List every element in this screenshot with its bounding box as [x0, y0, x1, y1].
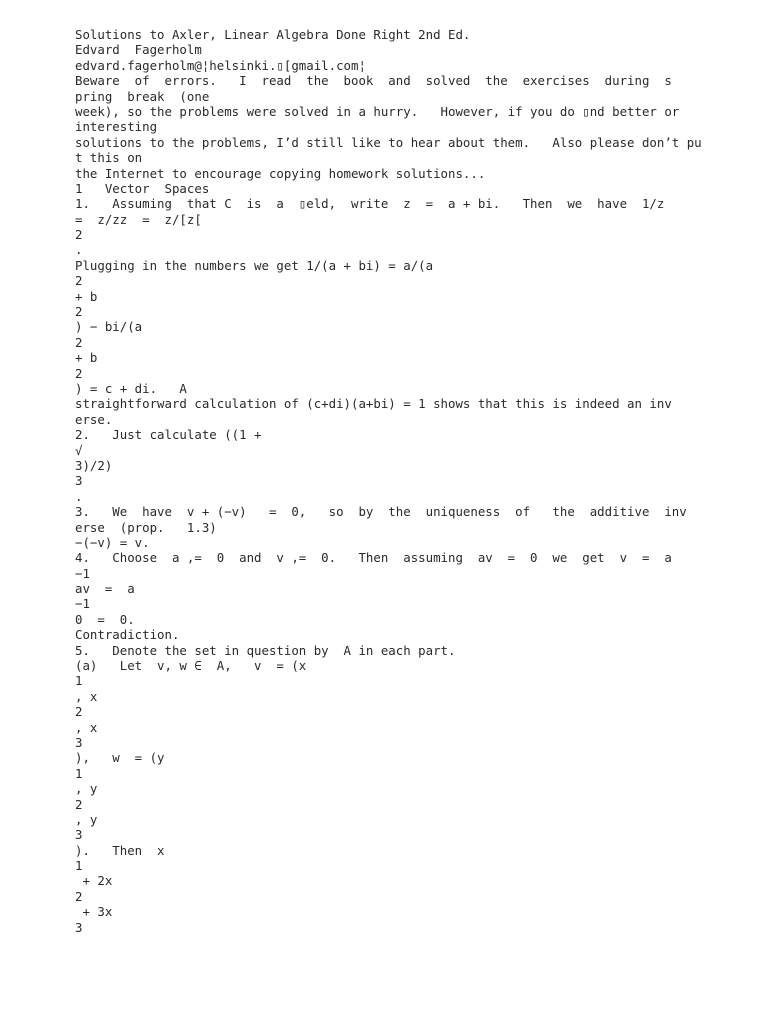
text-line: + b [75, 350, 98, 366]
text-line: ) − bi/(a [75, 319, 143, 335]
text-line: 1 [75, 858, 83, 874]
text-line: 2 [75, 365, 83, 381]
text-line: Plugging in the numbers we get 1/(a + bi) = a/(a [75, 257, 434, 273]
text-line: 3. We have v + (−v) = 0, so by the uniqueness of the additive inv [75, 504, 687, 520]
text-line: , y [75, 781, 98, 797]
text-line: ). Then x [75, 842, 165, 858]
text-line: 2. Just calculate ((1 + [75, 427, 262, 443]
text-line: 1 [75, 673, 83, 689]
text-line: av = a [75, 581, 135, 597]
text-line: , y [75, 811, 98, 827]
text-line: interesting [75, 119, 158, 135]
text-line: Beware of errors. I read the book and solved the exercises during s [75, 73, 672, 89]
text-line: −1 [75, 565, 90, 581]
text-line: + 2x [75, 873, 113, 889]
text-line: (a) Let v, w ∈ A, v = (x [75, 658, 307, 674]
text-line: . [75, 242, 83, 258]
text-line: , x [75, 688, 98, 704]
document-page [75, 27, 715, 935]
text-line: 2 [75, 334, 83, 350]
text-line: 3 [75, 919, 83, 935]
text-line: erse (prop. 1.3) [75, 519, 217, 535]
text-line: ), w = (y [75, 750, 165, 766]
text-line: 5. Denote the set in question by A in each part. [75, 642, 456, 658]
text-line: 3 [75, 827, 83, 843]
text-line: the Internet to encourage copying homework solutions... [75, 165, 486, 181]
text-line: Contradiction. [75, 627, 180, 643]
text-line: 3 [75, 473, 83, 489]
text-line: Edvard Fagerholm [75, 42, 202, 58]
text-line: 1 [75, 765, 83, 781]
text-line: pring break (one [75, 88, 210, 104]
text-line: edvard.fagerholm@¦helsinki.▯[gmail.com¦ [75, 57, 366, 73]
text-line: solutions to the problems, I’d still like to hear about them. Also please don’t pu [75, 134, 702, 150]
text-line: √ [75, 442, 83, 458]
text-line: 2 [75, 704, 83, 720]
text-line: 4. Choose a ,= 0 and v ,= 0. Then assuming av = 0 we get v = a [75, 550, 672, 566]
text-line: −(−v) = v. [75, 534, 150, 550]
text-line: . [75, 488, 83, 504]
text-line: + 3x [75, 904, 113, 920]
text-line: 3 [75, 734, 83, 750]
text-line: 0 = 0. [75, 611, 135, 627]
text-line: 2 [75, 888, 83, 904]
text-line: −1 [75, 596, 90, 612]
text-line: ) = c + di. A [75, 380, 187, 396]
text-line: erse. [75, 411, 113, 427]
text-line: 1 Vector Spaces [75, 180, 210, 196]
document-title-line: Solutions to Axler, Linear Algebra Done Right 2nd Ed. [75, 27, 471, 42]
text-line: 2 [75, 227, 83, 243]
text-line: = z/zz = z/[z[ [75, 211, 202, 227]
text-line: straightforward calculation of (c+di)(a+bi) = 1 shows that this is indeed an inv [75, 396, 672, 412]
text-line: 2 [75, 796, 83, 812]
text-line: t this on [75, 150, 143, 166]
text-line: , x [75, 719, 98, 735]
text-line: 2 [75, 304, 83, 320]
text-line: + b [75, 288, 98, 304]
text-line: 1. Assuming that C is a ▯eld, write z = a + bi. Then we have 1/z [75, 196, 665, 212]
text-line: week), so the problems were solved in a hurry. However, if you do ▯nd better or [75, 103, 680, 119]
text-line: 3)/2) [75, 457, 113, 473]
text-line: 2 [75, 273, 83, 289]
